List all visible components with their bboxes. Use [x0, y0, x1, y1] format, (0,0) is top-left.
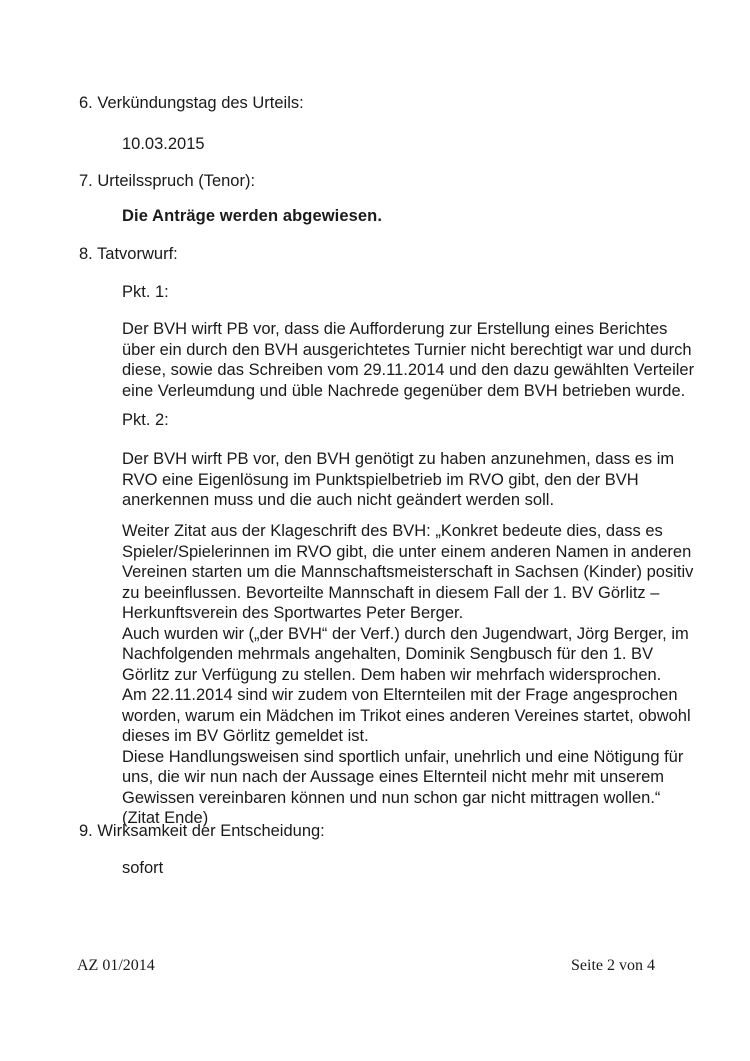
- s9-value: sofort: [122, 859, 164, 877]
- quote-line: dieses im BV Görlitz gemeldet ist.: [122, 727, 369, 745]
- quote-line: Herkunftsverein des Sportwartes Peter Berger.: [122, 604, 464, 622]
- quote-line: Auch wurden wir („der BVH“ der Verf.) durch den Jugendwart, Jörg Berger, im: [122, 624, 689, 643]
- quote-line: Diese Handlungsweisen sind sportlich unfair, unehrlich und eine Nötigung für: [122, 747, 684, 766]
- quote-line: Vereinen starten um die Mannschaftsmeisterschaft in Sachsen (Kinder) positiv: [122, 563, 694, 581]
- quote-line: Gewissen vereinbaren können und nun schon gar nicht mittragen wollen.“: [122, 788, 661, 807]
- quote-line: Am 22.11.2014 sind wir zudem von Elternteilen mit der Frage angesprochen: [122, 686, 678, 704]
- quote-line: Nachfolgenden mehrmals angehalten, Dominik Sengbusch für den 1. BV: [122, 645, 654, 663]
- pkt1-line: diese, sowie das Schreiben vom 29.11.2014 und den dazu gewählten Verteiler: [122, 361, 695, 379]
- quote-line: Spieler/Spielerinnen im RVO gibt, die unter einem anderen Namen in anderen: [122, 542, 692, 561]
- pkt2-line: anerkennen muss und die auch nicht geändert werden soll.: [122, 491, 555, 509]
- pkt2-text: [122, 449, 692, 511]
- quote-line: uns, die wir nun nach der Aussage eines Elternteil nicht mehr mit unserem: [122, 768, 665, 786]
- s6-heading: 6. Verkündungstag des Urteils:: [79, 94, 304, 112]
- pkt1-label: Pkt. 1:: [122, 283, 169, 301]
- quote-line: zu beeinflussen. Bevorteilte Mannschaft in diesem Fall der 1. BV Görlitz –: [122, 583, 660, 602]
- pkt1-text: [122, 319, 695, 401]
- pkt2-label: Pkt. 2:: [122, 411, 169, 429]
- s9-heading: 9. Wirksamkeit der Entscheidung:: [79, 822, 325, 840]
- footer-page-number: Seite 2 von 4: [571, 957, 655, 974]
- quote-line: (Zitat Ende): [122, 809, 209, 827]
- pkt2-line: RVO eine Eigenlösung im Punktspielbetrieb im RVO gibt, den der BVH: [122, 470, 639, 489]
- footer-case-number: AZ 01/2014: [77, 957, 155, 974]
- pkt1-line: eine Verleumdung und üble Nachrede gegenüber dem BVH betrieben wurde.: [122, 381, 686, 400]
- quote-line: Weiter Zitat aus der Klageschrift des BVH: „Konkret bedeute dies, dass es: [122, 522, 663, 540]
- quote-line: worden, warum ein Mädchen im Trikot eines anderen Vereines startet, obwohl: [122, 706, 691, 725]
- pkt1-line: Der BVH wirft PB vor, dass die Aufforderung zur Erstellung eines Berichtes: [122, 320, 668, 338]
- s7-value: Die Anträge werden abgewiesen.: [122, 207, 383, 225]
- pkt2-line: Der BVH wirft PB vor, den BVH genötigt zu haben anzunehmen, dass es im: [122, 450, 675, 468]
- s8-heading: 8. Tatvorwurf:: [79, 245, 178, 263]
- s7-heading: 7. Urteilsspruch (Tenor):: [79, 172, 256, 190]
- pkt1-line: über ein durch den BVH ausgerichtetes Turnier nicht berechtigt war und durch: [122, 340, 692, 359]
- quote-text: [122, 521, 692, 829]
- quote-line: Görlitz zur Verfügung zu stellen. Dem haben wir mehrfach widersprochen.: [122, 665, 662, 684]
- s6-value: 10.03.2015: [122, 135, 205, 153]
